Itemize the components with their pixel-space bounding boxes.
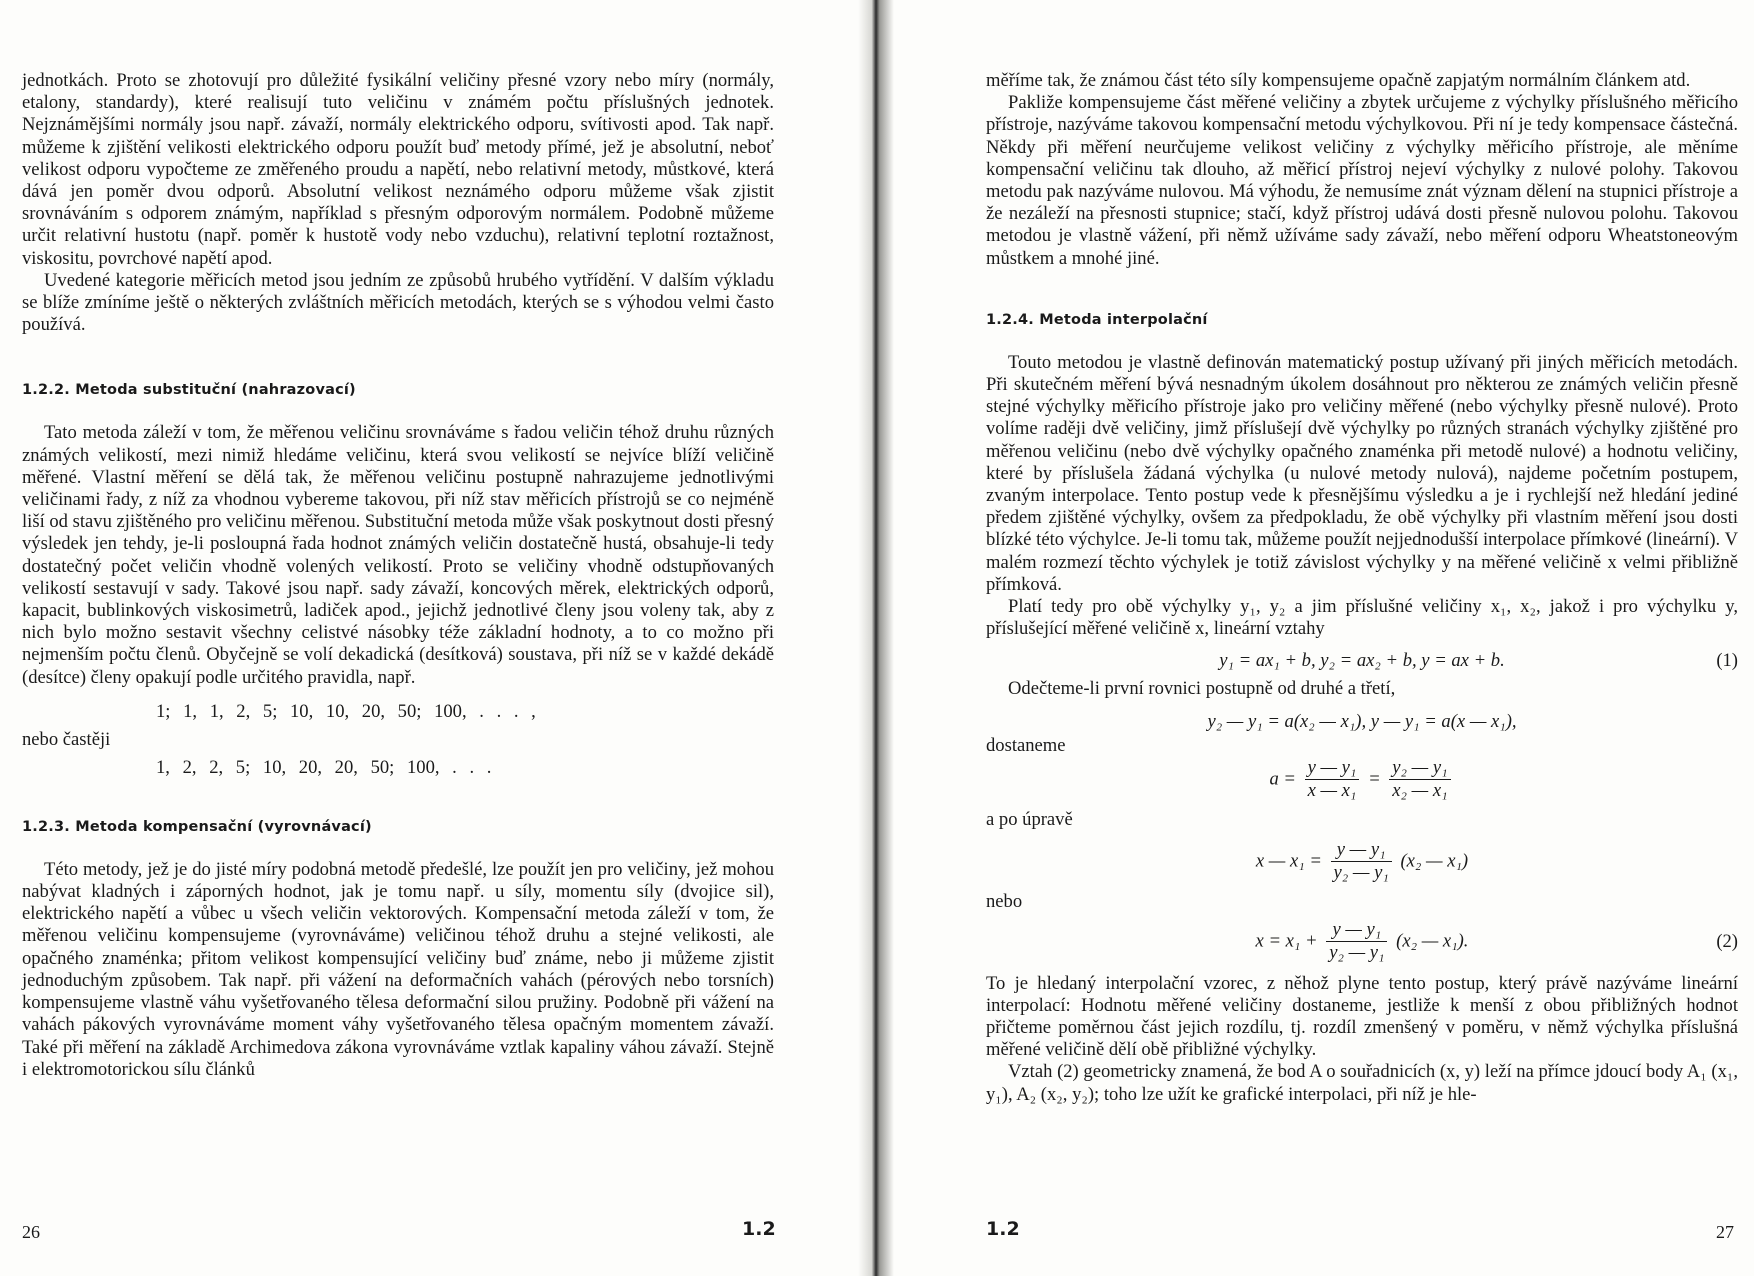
- left-paragraph-1: jednotkách. Proto se zhotovují pro důležité fysikální veličiny přesné vzory nebo míry (normály, etalony, standardy), které realisují tuto veličinu v známém počtu příslušných jednotek. Nejznámějšími normály jsou např. závaží, normály elektrického odporu, svítivosti apod. Tak např. můžeme k zjištění velikosti elektrického odporu použít buď metody přímé, jež je absolutní, neboť velikost odporu vypočteme ze změřeného proudu a napětí, nebo relativní metody, můstkové, která dává jen poměr dvou odporů. Absolutní velikost neznámého odporu můžeme však zjistit srovnáváním s odporem známým, například s přesným odporovým normálem. Podobně můžeme určit relativní hustotu (např. poměr k hustotě vody nebo vzduchu), relativní teplotní roztažnost, viskositu, povrchové napětí apod.: [22, 70, 774, 269]
- equation-2-number: (2): [1716, 930, 1738, 952]
- equation-differences-body: y₂ — y₁ = a(x₂ — x₁), y — y₁ = a(x — x₁),: [1207, 710, 1517, 732]
- fraction-slope-1-denominator: x — x₁: [1307, 779, 1357, 801]
- fraction-slope-1-numerator: y — y₁: [1305, 757, 1360, 780]
- right-paragraph-3: Touto metodou je vlastně definován matematický postup užívaný při jiných měřicích metodách. Při skutečném měření bývá nesnadným úkolem dosáhnout pro některou ze známých veličin přesně stejné výchylky měřicího přístroje jako pro veličiny měřené (nebo výchylky přesně nulové). Proto volíme raději dvě veličiny, jimž příslušejí dvě výchylky po různých stranách výchylky zjištěné pro měřenou veličinu (nebo dvě výchylky opačného znaménka při metodě nulové) a hodnotu veličiny, které by příslušela žádaná výchylka (u nulové metody nulová), najdeme početním postupem, zvaným interpolace. Tento postup vede k přesnějšímu výsledku a je i rychlejší než hledání jediné předem zjištěné výchylky, ovšem za předpokladu, že obě výchylky při vlastním měření jsou dosti blízké této výchylce. Je-li tomu tak, můžeme použít nejjednodušší interpolace přímkové (lineární). V malém rozmezí těchto výchylek je totiž závislost výchylky y na měřené veličině x velmi přibližně přímková.: [986, 351, 1738, 595]
- right-page: [986, 70, 1738, 1106]
- left-paragraph-2: Uvedené kategorie měřicích metod jsou jedním ze způsobů hrubého vytřídění. V dalším výkladu se blíže zmíníme ještě o některých zvláštních měřicích metodách, kterých se s výhodou velmi často používá.: [22, 269, 774, 336]
- right-paragraph-4: Platí tedy pro obě výchylky y₁, y₂ a jim příslušné veličiny x₁, x₂, jakož i pro výchylku y, příslušející měřené veličině x, lineární vztahy: [986, 596, 1738, 640]
- fraction-rearranged: [1331, 839, 1392, 884]
- equation-differences: [986, 709, 1738, 735]
- equation-1: [986, 648, 1738, 674]
- section-heading-1-2-2: 1.2.2. Metoda substituční (nahrazovací): [22, 382, 356, 399]
- equation-1-body: y₁ = ax₁ + b, y₂ = ax₂ + b, y = ax + b.: [1219, 650, 1505, 672]
- dostaneme-label: dostaneme: [986, 734, 1066, 756]
- equation-2-lhs: x = x₁ +: [1255, 930, 1318, 952]
- equation-1-number: (1): [1716, 650, 1738, 672]
- fraction-rearranged-denominator: y₂ — y₁: [1333, 861, 1389, 883]
- series-2: 1, 2, 2, 5; 10, 20, 20, 50; 100, . . .: [156, 756, 492, 778]
- fraction-interpolation: [1326, 919, 1387, 964]
- po-uprave-label: a po úpravě: [986, 808, 1073, 830]
- left-page: [22, 70, 774, 1081]
- left-page-number: 26: [22, 1222, 40, 1242]
- nebo-casteji-label: nebo častěji: [22, 728, 111, 750]
- equation-2-rhs: (x₂ — x₁).: [1396, 930, 1469, 952]
- right-paragraph-5: Odečteme-li první rovnici postupně od druhé a třetí,: [1008, 678, 1396, 700]
- left-chapter-marker: 1.2: [742, 1218, 776, 1240]
- right-chapter-marker: 1.2: [986, 1218, 1020, 1240]
- dekadic-series-block: [22, 699, 774, 785]
- left-paragraph-4: Této metody, jež je do jisté míry podobná metodě předešlé, lze použít jen pro veličiny, jež mohou nabývat kladných i záporných hodnot, jak je tomu např. u síly, momentu síly (dvojice sil), elektrického napětí a vůbec u všech veličin vektorových. Kompensační metoda záleží v tom, že měřenou veličinu kompensujeme (vyrovnáváme) veličinou téhož druhu a stejné velikosti, ale opačného znaménka; přitom velikost kompensující veličiny buď známe, nebo ji můžeme zjistit jednoduchým způsobem. Tak např. při vážení na deformačních vahách (pérových nebo torsních) kompensujeme vlastně váhu vyšetřovaného tělesa deformační silou pružiny. Podobně při vážení na vahách pákových vyrovnáváme moment váhy vyšetřovaného tělesa opačným momentem závaží. Také při měření na základě Archimedova zákona vyrovnáváme vztlak kapaliny váhou závaží. Stejně i elektromotorickou sílu článků: [22, 858, 774, 1080]
- section-heading-1-2-4: 1.2.4. Metoda interpolační: [986, 311, 1208, 328]
- fraction-rearranged-numerator: y — y₁: [1331, 839, 1392, 862]
- equation-slope-lhs: a =: [1269, 768, 1296, 790]
- fraction-slope-2: [1389, 757, 1450, 802]
- fraction-slope-2-numerator: y₂ — y₁: [1389, 757, 1450, 780]
- equation-rearranged-rhs: (x₂ — x₁): [1400, 850, 1469, 872]
- series-1: 1; 1, 1, 2, 5; 10, 10, 20, 50; 100, . . . ,: [156, 700, 536, 722]
- section-heading-1-2-3: 1.2.3. Metoda kompensační (vyrovnávací): [22, 818, 372, 835]
- fraction-interpolation-numerator: y — y₁: [1326, 919, 1387, 942]
- right-paragraph-7: Vztah (2) geometricky znamená, že bod A o souřadnicích (x, y) leží na přímce jdoucí body A₁ (x₁, y₁), A₂ (x₂, y₂); toho lze užít ke grafické interpolaci, při níž je hle-: [986, 1061, 1738, 1105]
- equation-rearranged-lhs: x — x₁ =: [1255, 850, 1322, 872]
- nebo-label: nebo: [986, 890, 1023, 912]
- fraction-slope-1: [1305, 757, 1360, 802]
- equation-slope: [986, 757, 1738, 807]
- fraction-interpolation-denominator: y₂ — y₁: [1329, 941, 1385, 963]
- right-paragraph-6: To je hledaný interpolační vzorec, z něhož plyne tento postup, který právě nazýváme lineární interpolací: Hodnotu měřené veličiny dostaneme, jestliže k menší z obou přibližných hodnot přičteme poměrnou část jejich rozdílu, tj. rozdíl zmenšený v poměru, v němž výchylka příslušná měřené veličině dělí obě přibližné výchylky.: [986, 972, 1738, 1061]
- book-gutter: [858, 0, 894, 1276]
- right-paragraph-2: Pakliže kompensujeme část měřené veličiny a zbytek určujeme z výchylky příslušného měřicího přístroje, nazýváme takovou kompensační metodu výchylkovou. Při ní je tedy kompensace částečná. Někdy při měření neurčujeme velikost veličiny z výchylky měřicího přístroje, ale měníme kompensační veličinu tak dlouho, až měřicí přístroj nejeví výchylky z nulové polohy. Takovou metodu pak nazýváme nulovou. Má výhodu, že nemusíme znát význam dělení na stupnici přístroje a že nezáleží na přesnosti stupnice; stačí, když přístroj udává dosti přesně nulovou polohu. Takovou metodou je vlastně vážení, při němž užíváme sady závaží, nebo měření odporu Wheatstoneovým můstkem a mnohé jiné.: [986, 92, 1738, 269]
- equation-rearranged: [986, 839, 1738, 889]
- left-paragraph-3: Tato metoda záleží v tom, že měřenou veličinu srovnáváme s řadou veličin téhož druhu různých známých velikostí, mezi nimiž hledáme veličinu, která svou velikostí se nejvíce blíží veličině měřené. Vlastní měření se dělá tak, že měřenou veličinu postupně nahrazujeme jednotlivými veličinami řady, z níž za vhodnou vybereme takovou, při níž stav měřicích přístrojů se co nejméně liší od stavu zjištěného pro veličinu měřenou. Substituční metoda může však poskytnout dosti přesný výsledek jen tehdy, je-li posloupná řada hodnot známých veličin dostatečně hustá, obsahuje-li tedy dostatečný počet veličin vhodně volených velikostí. Proto se veličiny vhodně odstupňovaných velikostí sestavují v sady. Takové jsou např. sady závaží, koncových měrek, elektrických odporů, kapacit, bublinkových viskosimetrů, ladiček apod., jejichž jednotlivé členy jsou voleny tak, aby z nich bylo možno sestavit všechny celistvé násobky téže základní hodnoty, a to co možno při nejmenším počtu členů. Obyčejně se volí dekadická (desítková) soustava, při níž se v každé dekádě (desítce) členy opakují podle určitého pravidla, např.: [22, 422, 774, 688]
- equation-slope-equals: =: [1368, 768, 1381, 790]
- equation-2: [986, 919, 1738, 969]
- right-paragraph-1: měříme tak, že známou část této síly kompensujeme opačně zapjatým normálním článkem atd.: [986, 70, 1691, 91]
- fraction-slope-2-denominator: x₂ — x₁: [1392, 779, 1448, 801]
- right-page-number: 27: [1716, 1222, 1734, 1242]
